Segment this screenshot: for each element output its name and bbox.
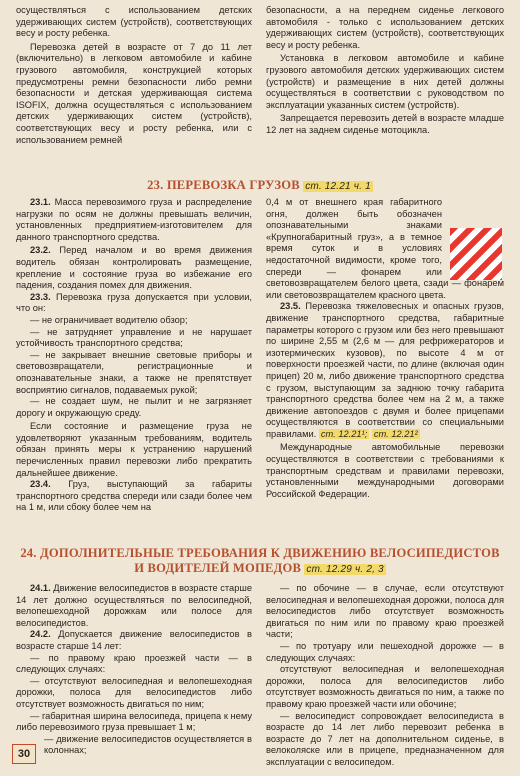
clause-number: 23.4.	[30, 479, 51, 490]
top-left-column	[16, 5, 252, 146]
section-23-left-column	[16, 197, 252, 514]
law-reference: ст. 12.29 ч. 2, 3	[306, 564, 384, 575]
section-title-line2: И ВОДИТЕЛЕЙ МОПЕДОВ	[134, 561, 302, 575]
clause-text: Масса перевозимого груза и распределение нагрузки по осям не должны превышать величин, установленных предприятием-изготовителем для данного транспортного средства.	[16, 197, 252, 242]
clause-text: Перевозка груза допускается при условии, что он:	[16, 291, 252, 314]
list-item: отсутствуют велосипедная и велопешеходная дорожки, полоса для велосипедистов либо отсутствует возможность двигаться по ним, а также по правому краю проезжей части или обочине;	[266, 664, 504, 709]
list-item: — не создает шум, не пылит и не загрязняет дорогу и окружающую среду.	[16, 396, 252, 418]
clause-text: Движение велосипедистов в возрасте старше 14 лет должно осуществляться по велосипедной, велопешеходной дорожкам или полосе для велосипедистов.	[16, 583, 252, 628]
section-24-right-column	[266, 583, 504, 769]
clause-number: 24.1.	[30, 583, 51, 593]
clause-number: 23.2.	[30, 245, 51, 256]
section-title: 24. ДОПОЛНИТЕЛЬНЫЕ ТРЕБОВАНИЯ К ДВИЖЕНИЮ ВЕЛОСИПЕДИСТОВ	[20, 546, 500, 560]
list-item: — по тротуару или пешеходной дорожке — в следующих случаях:	[266, 640, 504, 663]
clause-number: 23.5.	[280, 301, 301, 312]
paragraph: осуществляться с использованием детских удерживающих систем (устройств), соответствующих весу и росту ребенка.	[16, 5, 252, 39]
clause-text: Допускается движение велосипедистов в возрасте старше 14 лет:	[16, 629, 252, 651]
clause-text: Перед началом и во время движения водитель обязан контролировать размещение, крепление и состояние груза во избежание его падения, создания помех для движения.	[16, 245, 252, 291]
clause-number: 23.3.	[30, 291, 51, 302]
section-23-heading	[0, 178, 520, 193]
list-item: — по правому краю проезжей части — в следующих случаях:	[16, 652, 252, 675]
clause-number: 23.1.	[30, 197, 51, 207]
list-item: — габаритная ширина велосипеда, прицепа к нему либо перевозимого груза превышает 1 м;	[16, 710, 252, 733]
page-number: 30	[12, 744, 36, 764]
list-item: — движение велосипедистов осуществляется в колоннах;	[44, 733, 252, 756]
clause-text: Перевозка тяжеловесных и опасных грузов, движение транспортного средства, габаритные параметры которого с грузом или без него превышают по ширине 2,55 м (2,6 м — для рефрижераторов и изотермических кузовов), по высоте 4 м от поверхности проезжей части, по длине (включая один прицеп) 20 м, либо движение транспортного средства с грузом, выступающим за заднюю точку габарита транспортного средства более чем на 2 м, а также движение автопоездов с двумя и более прицепами осуществляются в соответствии со специальными правилами.	[266, 301, 504, 439]
sign-spacer	[442, 197, 504, 277]
paragraph: Перевозка детей в возрасте от 7 до 11 лет (включительно) в легковом автомобиле и кабине грузового автомобиля, конструкцией которых предусмотрены ремни безопасности либо ремни безопасности и детская удерживающая система ISOFIX, должна осуществляться с использованием детских удерживающих систем (устройств), соответствующих весу и росту ребенка, или с использованием ремней	[16, 41, 252, 145]
list-item: — не ограничивает водителю обзор;	[30, 314, 188, 325]
section-title: 23. ПЕРЕВОЗКА ГРУЗОВ	[147, 178, 300, 192]
list-item: — по обочине — в случае, если отсутствуют велосипедная и велопешеходная дорожки, полоса для велосипедистов либо отсутствует возможность двигаться по ним или по правому краю проезжей части;	[266, 583, 504, 640]
list-item: — велосипедист сопровождает велосипедиста в возрасте до 14 лет либо перевозит ребенка в возрасте до 7 лет на дополнительном сиденье, в велоколяске или в прицепе, предназначенном для эксплуатации с велосипедом.	[266, 710, 504, 767]
clause-number: 24.2.	[30, 629, 51, 640]
top-right-column	[266, 5, 504, 137]
section-24-heading	[0, 546, 520, 577]
law-reference: ст. 12.21¹;	[320, 428, 368, 439]
law-reference: ст. 12.21²	[373, 428, 418, 439]
law-reference: ст. 12.21 ч. 1	[305, 181, 371, 192]
section-24-left-column	[16, 583, 252, 757]
paragraph: Если состояние и размещение груза не удовлетворяют указанным требованиям, водитель обязан принять меры к устранению нарушений перечисленных правил перевозки либо прекратить дальнейшее движение.	[16, 421, 252, 478]
paragraph: Международные автомобильные перевозки осуществляются в соответствии с требованиями к транспортным средствам и правилами перевозки, установленными международными договорами Российской Федерации.	[266, 442, 504, 499]
section-23-right-column	[266, 197, 504, 500]
paragraph: 0,4 м от внешнего края габаритного огня, должен быть обозначен опознавательными знаками «Крупногабаритный груз», а в темное время суток и в условиях недостаточной видимости, кроме того, спереди — фонарем или световозвращателем белого цвета, сзади — фонарем или световозвращателем красного цвета.	[266, 197, 504, 300]
list-item: — отсутствуют велосипедная и велопешеходная дорожки, полоса для велосипедистов либо отсутствует возможность двигаться по ним;	[16, 675, 252, 709]
clause-text: Груз, выступающий за габариты транспортного средства спереди или сзади более чем на 1 м, или сбоку более чем на	[16, 479, 252, 513]
paragraph: Запрещается перевозить детей в возрасте младше 12 лет на заднем сиденье мотоцикла.	[266, 113, 504, 135]
paragraph: Установка в легковом автомобиле и кабине грузового автомобиля детских удерживающих систем (устройств) и размещение в них детей должны осуществляться в соответствии с руководством по эксплуатации указанных систем (устройств).	[266, 53, 504, 110]
list-item: — не затрудняет управление и не нарушает устойчивость транспортного средства;	[16, 326, 252, 349]
paragraph: безопасности, а на переднем сиденье легкового автомобиля - только с использованием детских удерживающих систем (устройств), соответствующих весу и росту ребенка.	[266, 5, 504, 50]
list-item: — не закрывает внешние световые приборы и световозвращатели, регистрационные и опознавательные знаки, а также не препятствует восприятию сигналов, подаваемых рукой;	[16, 349, 252, 395]
